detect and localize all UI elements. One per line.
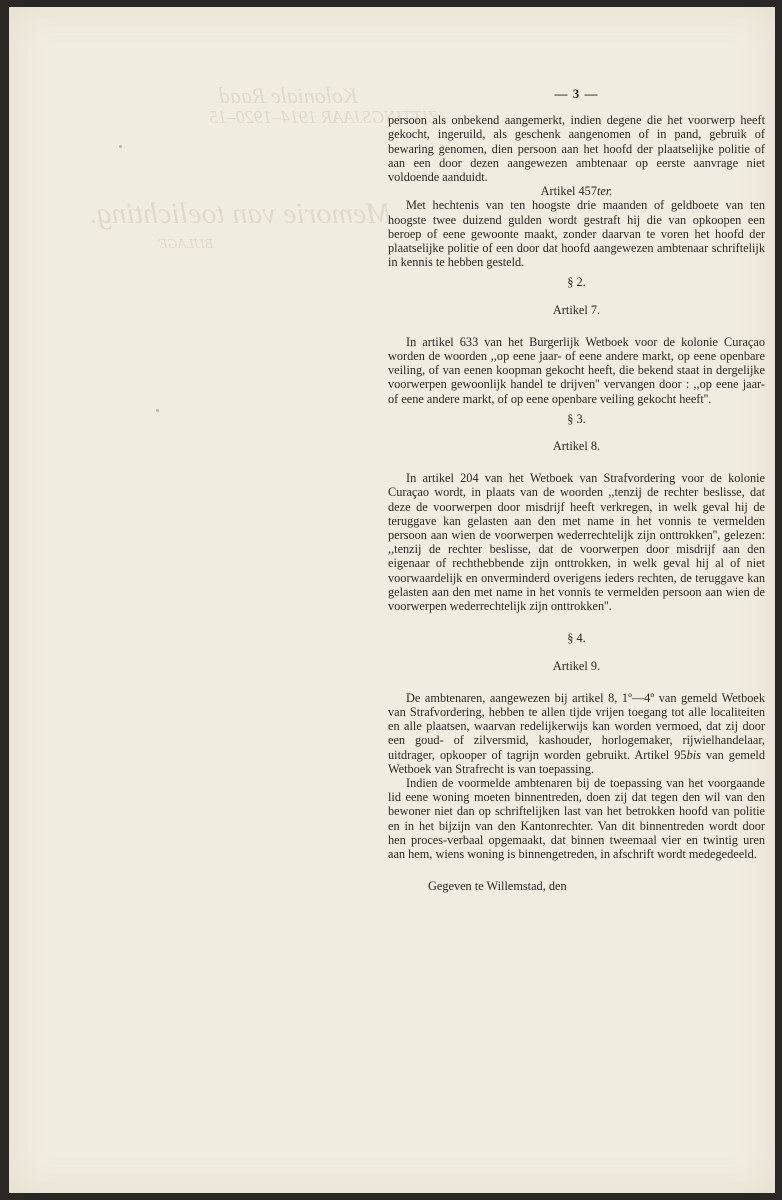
paragraph: In artikel 633 van het Burgerlijk Wetboek voor de kolonie Curaçao worden de woorden ,,op eene jaar- of eene andere markt, op eene openbare veiling, of van eenen koopman gekocht heeft, die bekend staat in dergelijke voorwerpen gewoonlijk handel te drijven'' vervangen door : ,,op eene jaar- of eene andere markt, of op eene openbare veiling gekocht heeft''. <box>388 334 765 406</box>
paper-speck <box>119 145 122 148</box>
section-heading: § 4. <box>567 631 586 646</box>
bleed-through-text: ZITTINGSJAAR 1914–1920–15 <box>209 107 439 127</box>
paragraph: Indien de voormelde ambtenaren bij de toepassing van het voorgaande lid eene woning moeten binnentreden, doen zij dat tegen den wil van den bewoner niet dan op schriftelijken last van het betrokken hoofd van politie en in het bijzijn van den Kantonrechter. Van dit binnentreden wordt door hen proces-verbaal opgemaakt, dat binnen tweemaal vier en twintig uren aan hem, wiens woning is binnengetreden, in afschrift wordt medegedeeld. <box>388 775 765 861</box>
section-heading: § 3. <box>567 411 586 426</box>
article-suffix: ter. <box>596 184 613 199</box>
paragraph: De ambtenaren, aangewezen bij artikel 8, 1º—4º van gemeld Wetboek van Strafvordering, hebben te allen tijde vrijen toegang tot alle localiteiten en alle plaatsen, waarvan redelijkerwijs kan worden vermoed, dat zij door een goud- of zilversmid, kashouder, horlogemaker, rijwielhandelaar, uitdrager, opkooper of tagrijn worden gebruikt. Artikel 95bis van gemeld Wetboek van Strafrecht is van toepassing. <box>388 690 765 776</box>
paper-speck <box>156 409 159 412</box>
document-page <box>9 7 775 1193</box>
closing-line: Gegeven te Willemstad, den <box>428 879 567 894</box>
article-heading: Artikel 7. <box>552 302 601 317</box>
section-heading: § 2. <box>567 275 586 290</box>
article-number: Artikel 457 <box>540 184 597 199</box>
paragraph: Met hechtenis van ten hoogste drie maanden of geldboete van ten hoogste twee duizend gulden wordt gestraft hij die van opkoopen een beroep of eene gewoonte maakt, zonder daarvan te voren het hoofd der plaatselijke politie of een door dat hoofd aangewezen ambtenaar schriftelijk in kennis te hebben gesteld. <box>388 198 765 270</box>
page-content <box>388 87 765 893</box>
bleed-through-text: BIJLAGE <box>159 237 214 252</box>
bleed-through-text: Koloniale Raad <box>219 83 358 108</box>
page-number: — 3 — <box>554 86 599 101</box>
paragraph: persoon als onbekend aangemerkt, indien degene die het voorwerp heeft gekocht, ingeruild, als geschenk aangenomen of in pand, gebruik of bewaring genomen, dien persoon aan het hoofd der plaatselijke politie of aan een door dezen aangewezen ambtenaar op eerste aanvrage niet voldoende aanduidt. <box>388 113 765 185</box>
article-heading: Artikel 9. <box>552 658 601 673</box>
paragraph: In artikel 204 van het Wetboek van Strafvordering voor de kolonie Curaçao wordt, in plaats van de woorden ,,tenzij de rechter beslisse, dat deze de voorwerpen door misdrijf heeft verkregen, in welk geval hij de teruggave kan gelasten aan den met name in het vonnis te vermelden persoon aan wien de voorwerpen wederrechtelijk zijn onttrokken'', gelezen: ,,tenzij de rechter beslisse, dat de voorwerpen door misdrijf aan den eigenaar of rechthebbende zijn onttrokken, in welk geval hij al of niet voorwaardelijk en onverminderd overigens ieders rechten, de teruggave kan gelasten aan den met name in het vonnis te vermelden persoon aan wien de voorwerpen wederrechtelijk zijn onttrokken''. <box>388 471 765 614</box>
bleed-through-text: Memorie van toelichting. <box>89 197 392 230</box>
article-heading <box>388 184 765 198</box>
article-heading: Artikel 8. <box>552 439 601 454</box>
